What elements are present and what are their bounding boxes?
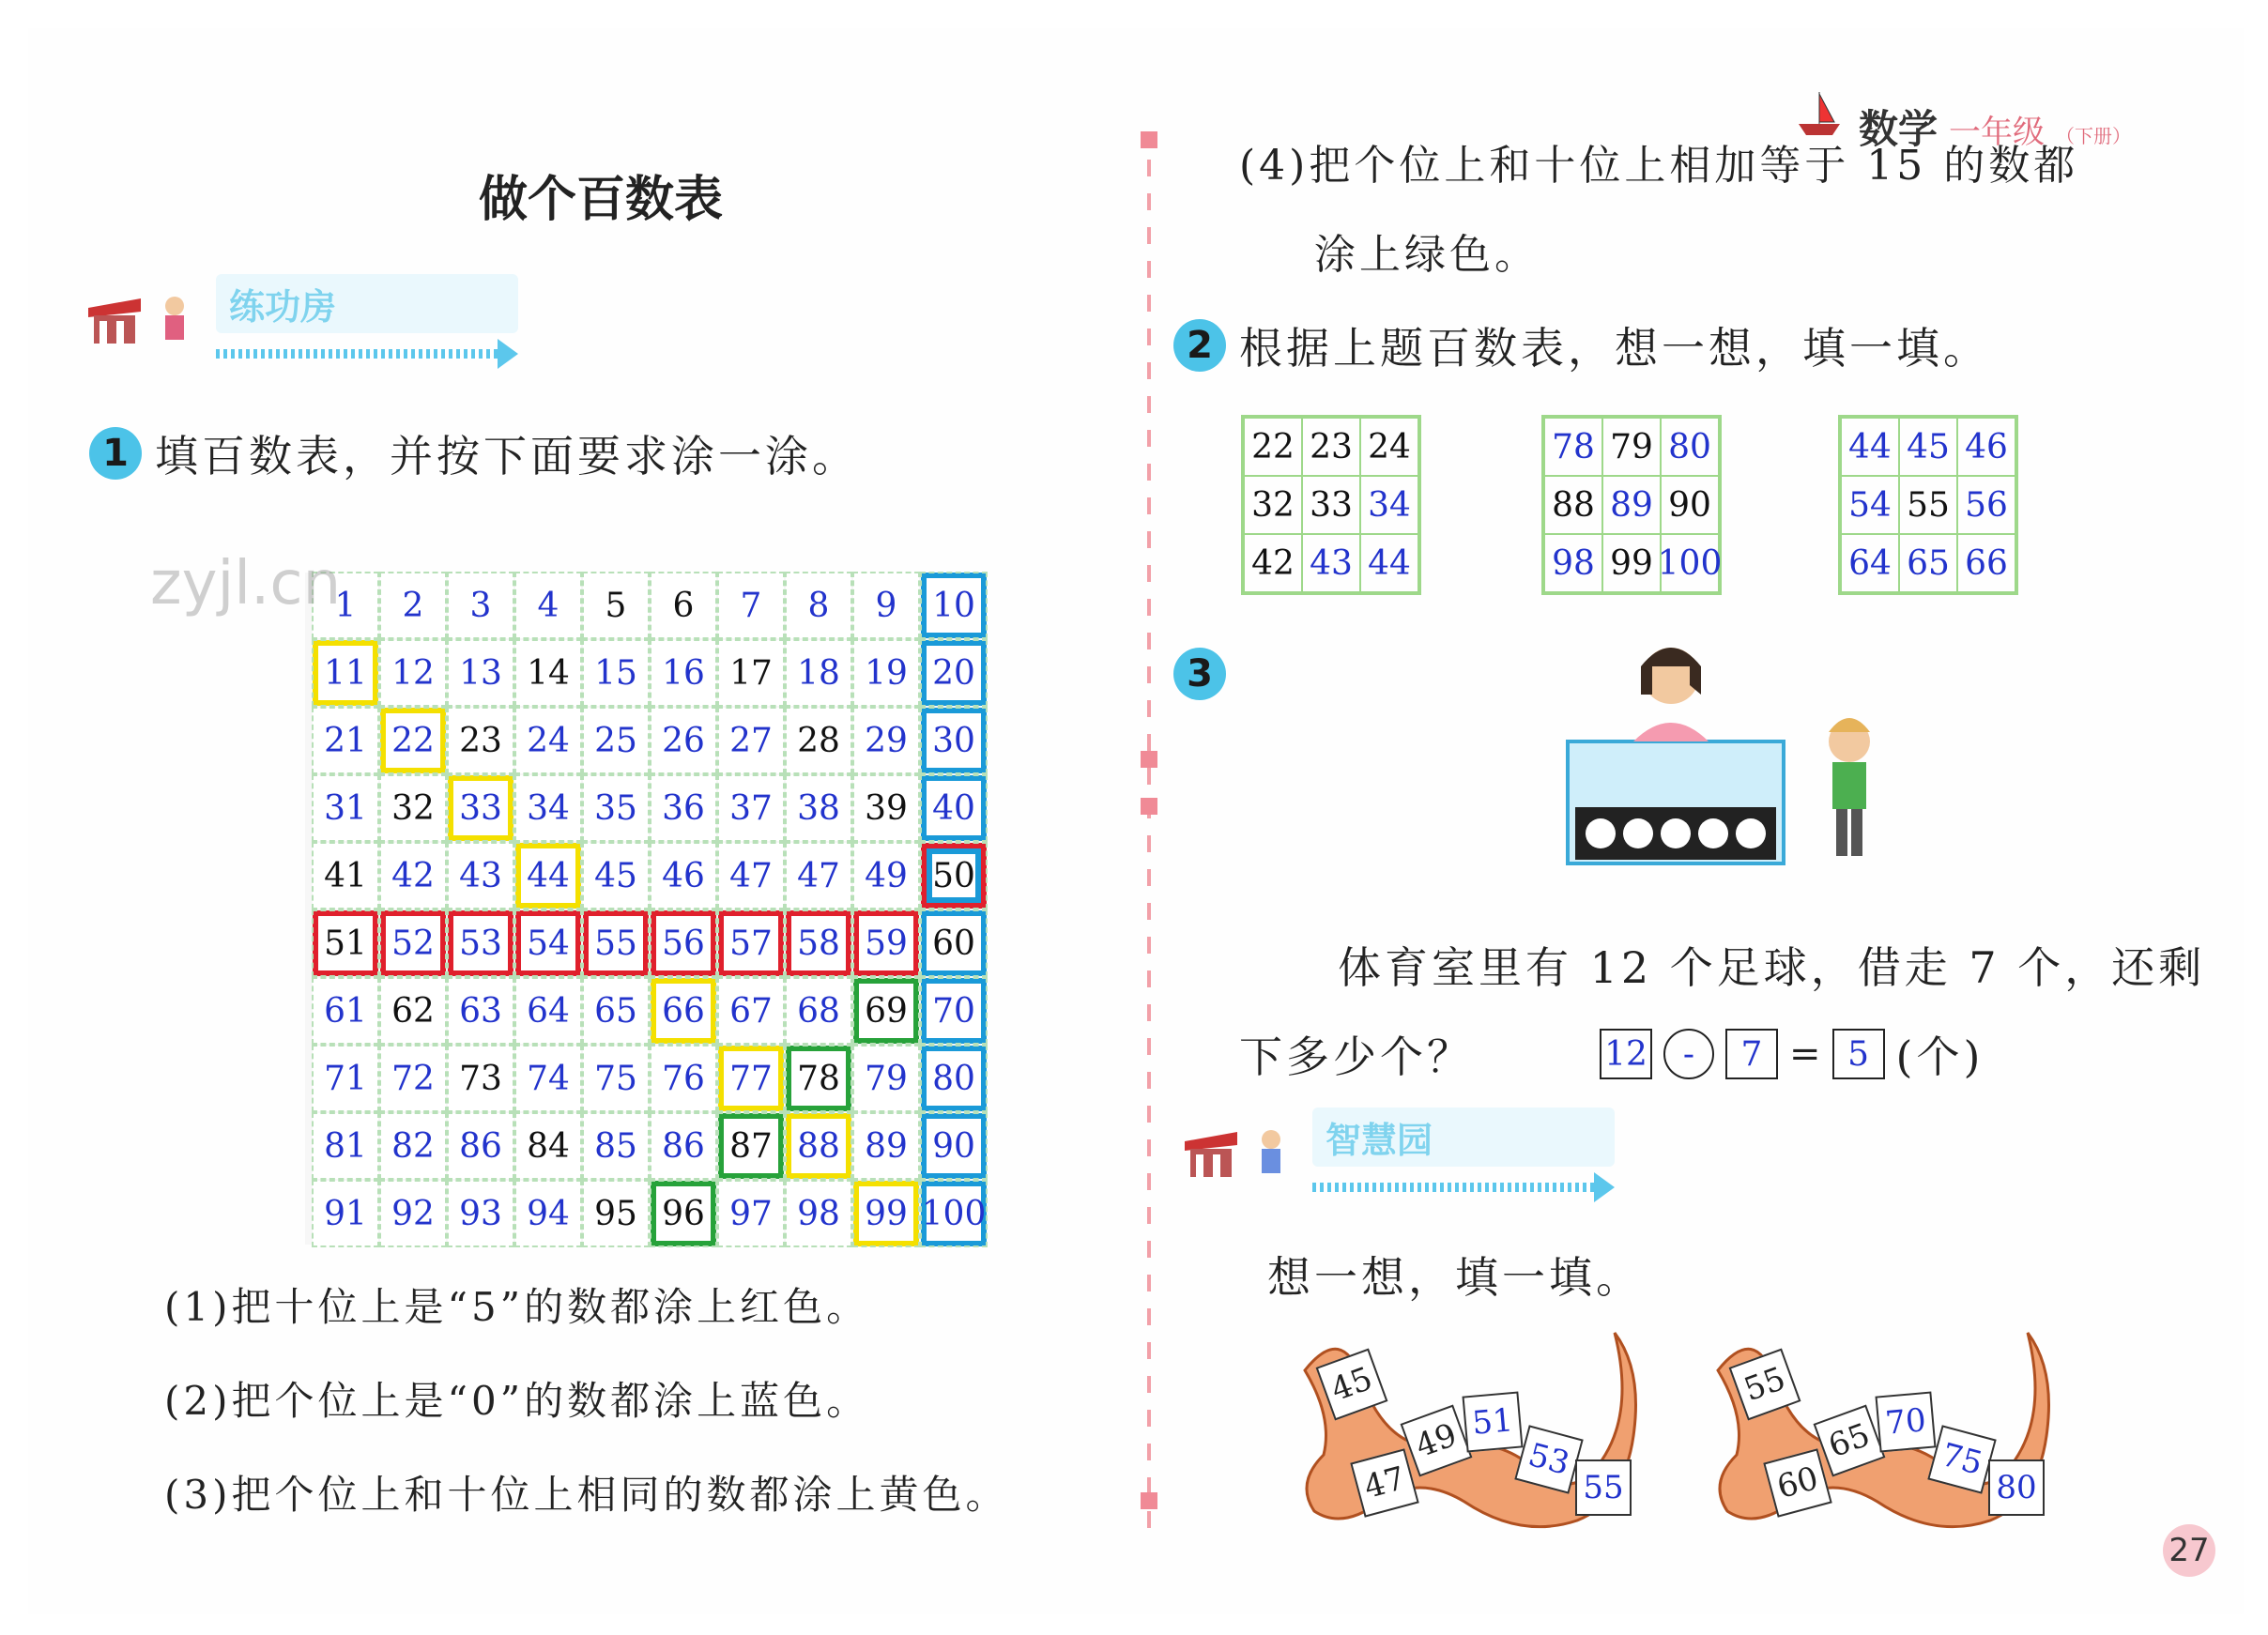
hundred-chart-cell[interactable]: 35	[583, 775, 649, 841]
question-number: 2	[1173, 319, 1226, 372]
instruction-1: (1)把十位上是“5”的数都涂上红色。	[164, 1284, 870, 1330]
volume-label: （下册）	[2056, 125, 2131, 147]
tag-rule	[216, 349, 498, 359]
hundred-chart-cell[interactable]: 79	[853, 1046, 919, 1111]
question-3-line2: 下多少个？	[1239, 1031, 1474, 1082]
hundred-chart-cell[interactable]: 63	[448, 978, 513, 1044]
section-tag-practice	[84, 274, 518, 369]
hundred-chart-cell[interactable]: 6	[651, 573, 716, 638]
hundred-chart-cell[interactable]: 85	[583, 1113, 649, 1179]
hundred-chart-cell[interactable]: 87	[718, 1113, 784, 1179]
hundred-chart-cell[interactable]: 80	[921, 1046, 987, 1111]
mini-grid-cell: 33	[1302, 476, 1360, 534]
hundred-chart-cell[interactable]: 72	[380, 1046, 446, 1111]
hundred-chart-cell[interactable]: 47	[718, 843, 784, 909]
hundred-chart-cell[interactable]: 40	[921, 775, 987, 841]
mini-grid-cell: 80	[1661, 418, 1719, 476]
dragon-sequence-2	[1690, 1314, 2084, 1539]
hundred-chart-cell[interactable]: 28	[786, 708, 851, 773]
answer-box[interactable]: 5	[1832, 1029, 1885, 1079]
operand-b-box[interactable]: 7	[1725, 1029, 1778, 1079]
hundred-chart-cell[interactable]: 59	[853, 910, 919, 976]
hundred-chart-cell[interactable]: 22	[380, 708, 446, 773]
hundred-chart-cell[interactable]: 53	[448, 910, 513, 976]
watermark: zyjl.cn	[150, 549, 342, 619]
hundred-chart-cell[interactable]: 75	[583, 1046, 649, 1111]
mini-grid-1	[1241, 415, 1421, 595]
dragon-card: 70	[1875, 1391, 1936, 1452]
hundred-chart-cell[interactable]: 69	[853, 978, 919, 1044]
hundred-chart-cell[interactable]: 24	[515, 708, 581, 773]
operand-a-box[interactable]: 12	[1600, 1029, 1652, 1079]
hundred-chart-cell[interactable]: 13	[448, 640, 513, 706]
hundred-chart-cell[interactable]: 92	[380, 1181, 446, 1246]
subject-label: 数学	[1858, 106, 1938, 152]
dragon-sequence-1	[1277, 1314, 1671, 1539]
hundred-chart-cell[interactable]: 95	[583, 1181, 649, 1246]
question-1	[89, 422, 859, 484]
dragon-card: 47	[1350, 1448, 1418, 1517]
hundred-chart-cell[interactable]: 96	[651, 1181, 716, 1246]
hundred-chart-cell[interactable]: 74	[515, 1046, 581, 1111]
question-number: 1	[89, 427, 142, 480]
hundred-chart-cell[interactable]: 12	[380, 640, 446, 706]
hundred-chart-cell[interactable]: 98	[786, 1181, 851, 1246]
hundred-chart-cell[interactable]: 52	[380, 910, 446, 976]
dragon-card: 53	[1514, 1425, 1583, 1493]
mini-grid-cell: 56	[1957, 476, 2015, 534]
hundred-chart-cell[interactable]: 91	[313, 1181, 378, 1246]
hundred-chart-cell[interactable]: 9	[853, 573, 919, 638]
mini-grid-cell: 23	[1302, 418, 1360, 476]
instruction-4-line2: 涂上绿色。	[1314, 231, 1540, 279]
dragon-card: 60	[1763, 1448, 1831, 1517]
pavilion-kid-icon	[84, 289, 207, 355]
hundred-chart-cell[interactable]: 33	[448, 775, 513, 841]
dragon-card: 75	[1927, 1425, 1996, 1493]
mini-grid-cell: 100	[1661, 534, 1719, 592]
hundred-chart-grid	[313, 573, 987, 1246]
question-text: 填百数表，并按下面要求涂一涂。	[155, 431, 859, 481]
hundred-chart-cell[interactable]: 61	[313, 978, 378, 1044]
dragon-card: 55	[1729, 1349, 1801, 1421]
hundred-chart-cell[interactable]: 84	[515, 1113, 581, 1179]
hundred-chart-cell[interactable]: 8	[786, 573, 851, 638]
hundred-chart-cell[interactable]: 58	[786, 910, 851, 976]
hundred-chart-cell[interactable]: 90	[921, 1113, 987, 1179]
hundred-chart-cell[interactable]: 23	[448, 708, 513, 773]
mini-grid-3	[1838, 415, 2018, 595]
hundred-chart-cell[interactable]: 65	[583, 978, 649, 1044]
divider-marker	[1141, 131, 1157, 148]
arrow-icon	[498, 339, 518, 369]
mini-grid-cell: 24	[1360, 418, 1418, 476]
hundred-chart-cell[interactable]: 18	[786, 640, 851, 706]
hundred-chart-cell[interactable]: 20	[921, 640, 987, 706]
equals-sign: =	[1789, 1032, 1821, 1076]
hundred-chart-cell[interactable]: 15	[583, 640, 649, 706]
hundred-chart-cell[interactable]: 51	[313, 910, 378, 976]
hundred-chart-cell[interactable]: 3	[448, 573, 513, 638]
hundred-chart-cell[interactable]: 66	[651, 978, 716, 1044]
hundred-chart-cell[interactable]: 67	[718, 978, 784, 1044]
hundred-chart-cell[interactable]: 94	[515, 1181, 581, 1246]
hundred-chart-cell[interactable]: 86	[448, 1113, 513, 1179]
mini-grid-cell: 54	[1841, 476, 1899, 534]
mini-grid-cell: 43	[1302, 534, 1360, 592]
dragon-card: 51	[1462, 1391, 1523, 1452]
hundred-chart-cell[interactable]: 44	[515, 843, 581, 909]
hundred-chart-cell[interactable]: 54	[515, 910, 581, 976]
mini-grid-cell: 89	[1602, 476, 1661, 534]
hundred-chart-cell[interactable]: 56	[651, 910, 716, 976]
hundred-chart-cell[interactable]: 97	[718, 1181, 784, 1246]
question-3-answer-line	[1239, 1023, 1984, 1085]
hundred-chart-cell[interactable]: 36	[651, 775, 716, 841]
mini-grid-2	[1541, 415, 1722, 595]
pavilion-kid-icon	[1181, 1123, 1303, 1188]
hundred-chart-cell[interactable]: 37	[718, 775, 784, 841]
hundred-chart-cell[interactable]: 34	[515, 775, 581, 841]
hundred-chart-cell[interactable]: 68	[786, 978, 851, 1044]
hundred-chart-cell[interactable]: 73	[448, 1046, 513, 1111]
divider-marker	[1141, 751, 1157, 768]
hundred-chart-cell[interactable]: 43	[448, 843, 513, 909]
hundred-chart-cell[interactable]: 45	[583, 843, 649, 909]
dragon-card: 49	[1401, 1405, 1473, 1477]
workbook-page	[28, 28, 2244, 1614]
dragon-card: 55	[1575, 1459, 1632, 1516]
mini-grid-cell: 65	[1899, 534, 1957, 592]
hundred-chart-cell[interactable]: 41	[313, 843, 378, 909]
hundred-chart	[305, 573, 987, 1245]
mini-grid-cell: 44	[1841, 418, 1899, 476]
hundred-chart-cell[interactable]: 4	[515, 573, 581, 638]
operator-circle[interactable]: -	[1663, 1029, 1714, 1079]
hundred-chart-cell[interactable]: 7	[718, 573, 784, 638]
hundred-chart-cell[interactable]: 100	[921, 1181, 987, 1246]
hundred-chart-cell[interactable]: 10	[921, 573, 987, 638]
hundred-chart-cell[interactable]: 50	[921, 843, 987, 909]
hundred-chart-cell[interactable]: 1	[313, 573, 378, 638]
hundred-chart-cell[interactable]: 19	[853, 640, 919, 706]
hundred-chart-cell[interactable]: 70	[921, 978, 987, 1044]
hundred-chart-cell[interactable]: 32	[380, 775, 446, 841]
hundred-chart-cell[interactable]: 78	[786, 1046, 851, 1111]
think-prompt: 想一想，填一填。	[1267, 1252, 1643, 1303]
hundred-chart-cell[interactable]: 47	[786, 843, 851, 909]
hundred-chart-cell[interactable]: 60	[921, 910, 987, 976]
instruction-3: (3)把个位上和十位上相同的数都涂上黄色。	[164, 1472, 1009, 1518]
hundred-chart-cell[interactable]: 39	[853, 775, 919, 841]
hundred-chart-cell[interactable]: 27	[718, 708, 784, 773]
dragon-card: 65	[1814, 1405, 1886, 1477]
hundred-chart-cell[interactable]: 11	[313, 640, 378, 706]
hundred-chart-cell[interactable]: 99	[853, 1181, 919, 1246]
arrow-icon	[1594, 1172, 1615, 1202]
hundred-chart-cell[interactable]: 57	[718, 910, 784, 976]
hundred-chart-cell[interactable]: 29	[853, 708, 919, 773]
question-number: 3	[1173, 648, 1226, 700]
hundred-chart-cell[interactable]: 89	[853, 1113, 919, 1179]
hundred-chart-cell[interactable]: 49	[853, 843, 919, 909]
mini-grid-cell: 22	[1244, 418, 1302, 476]
hundred-chart-cell[interactable]: 38	[786, 775, 851, 841]
hundred-chart-cell[interactable]: 25	[583, 708, 649, 773]
mini-grid-cell: 42	[1244, 534, 1302, 592]
hundred-chart-cell[interactable]: 14	[515, 640, 581, 706]
hundred-chart-cell[interactable]: 46	[651, 843, 716, 909]
question-text: 根据上题百数表，想一想，填一填。	[1239, 323, 1990, 374]
mini-grid-cell: 44	[1360, 534, 1418, 592]
hundred-chart-cell[interactable]: 26	[651, 708, 716, 773]
page-divider	[1147, 160, 1151, 1539]
hundred-chart-cell[interactable]: 30	[921, 708, 987, 773]
mini-grid-cell: 78	[1544, 418, 1602, 476]
hundred-chart-cell[interactable]: 76	[651, 1046, 716, 1111]
instruction-4-line1: (4)把个位上和十位上相加等于 15 的数都	[1239, 142, 2079, 190]
hundred-chart-cell[interactable]: 5	[583, 573, 649, 638]
mini-grid-cell: 46	[1957, 418, 2015, 476]
hundred-chart-cell[interactable]: 16	[651, 640, 716, 706]
section-tag-label: 练功房	[216, 274, 518, 333]
hundred-chart-cell[interactable]: 2	[380, 573, 446, 638]
hundred-chart-cell[interactable]: 93	[448, 1181, 513, 1246]
hundred-chart-cell[interactable]: 77	[718, 1046, 784, 1111]
hundred-chart-cell[interactable]: 17	[718, 640, 784, 706]
hundred-chart-cell[interactable]: 88	[786, 1113, 851, 1179]
hundred-chart-cell[interactable]: 31	[313, 775, 378, 841]
mini-grid-cell: 64	[1841, 534, 1899, 592]
divider-marker	[1141, 798, 1157, 815]
hundred-chart-cell[interactable]: 62	[380, 978, 446, 1044]
divider-marker	[1141, 1492, 1157, 1509]
hundred-chart-cell[interactable]: 55	[583, 910, 649, 976]
mini-grid-cell: 79	[1602, 418, 1661, 476]
mini-grid-cell: 66	[1957, 534, 2015, 592]
mini-grid-cell: 98	[1544, 534, 1602, 592]
gym-teacher-boy-illustration	[1530, 629, 1906, 892]
hundred-chart-cell[interactable]: 86	[651, 1113, 716, 1179]
hundred-chart-cell[interactable]: 82	[380, 1113, 446, 1179]
grade-label: 一年级	[1949, 114, 2045, 151]
mini-grid-cell: 99	[1602, 534, 1661, 592]
mini-grid-cell: 90	[1661, 476, 1719, 534]
dragon-card: 80	[1988, 1459, 2045, 1516]
section-tag-wisdom	[1181, 1108, 1615, 1202]
hundred-chart-cell[interactable]: 21	[313, 708, 378, 773]
dragon-card: 45	[1316, 1349, 1388, 1421]
hundred-chart-cell[interactable]: 64	[515, 978, 581, 1044]
mini-grid-cell: 88	[1544, 476, 1602, 534]
page-title: 做个百数表	[479, 172, 724, 228]
mini-grid-cell: 34	[1360, 476, 1418, 534]
instruction-2: (2)把个位上是“0”的数都涂上蓝色。	[164, 1378, 870, 1424]
unit-label: (个)	[1895, 1031, 1984, 1082]
question-2	[1173, 314, 1990, 376]
mini-grid-cell: 32	[1244, 476, 1302, 534]
mini-grid-cell: 45	[1899, 418, 1957, 476]
question-3-line1: 体育室里有 12 个足球，借走 7 个，还剩	[1338, 942, 2206, 993]
hundred-chart-cell[interactable]: 42	[380, 843, 446, 909]
section-tag-label: 智慧园	[1312, 1108, 1615, 1167]
hundred-chart-cell[interactable]: 81	[313, 1113, 378, 1179]
mini-grid-cell: 55	[1899, 476, 1957, 534]
page-number: 27	[2163, 1524, 2215, 1577]
question-3	[1173, 648, 1226, 700]
hundred-chart-cell[interactable]: 71	[313, 1046, 378, 1111]
tag-rule	[1312, 1183, 1594, 1192]
